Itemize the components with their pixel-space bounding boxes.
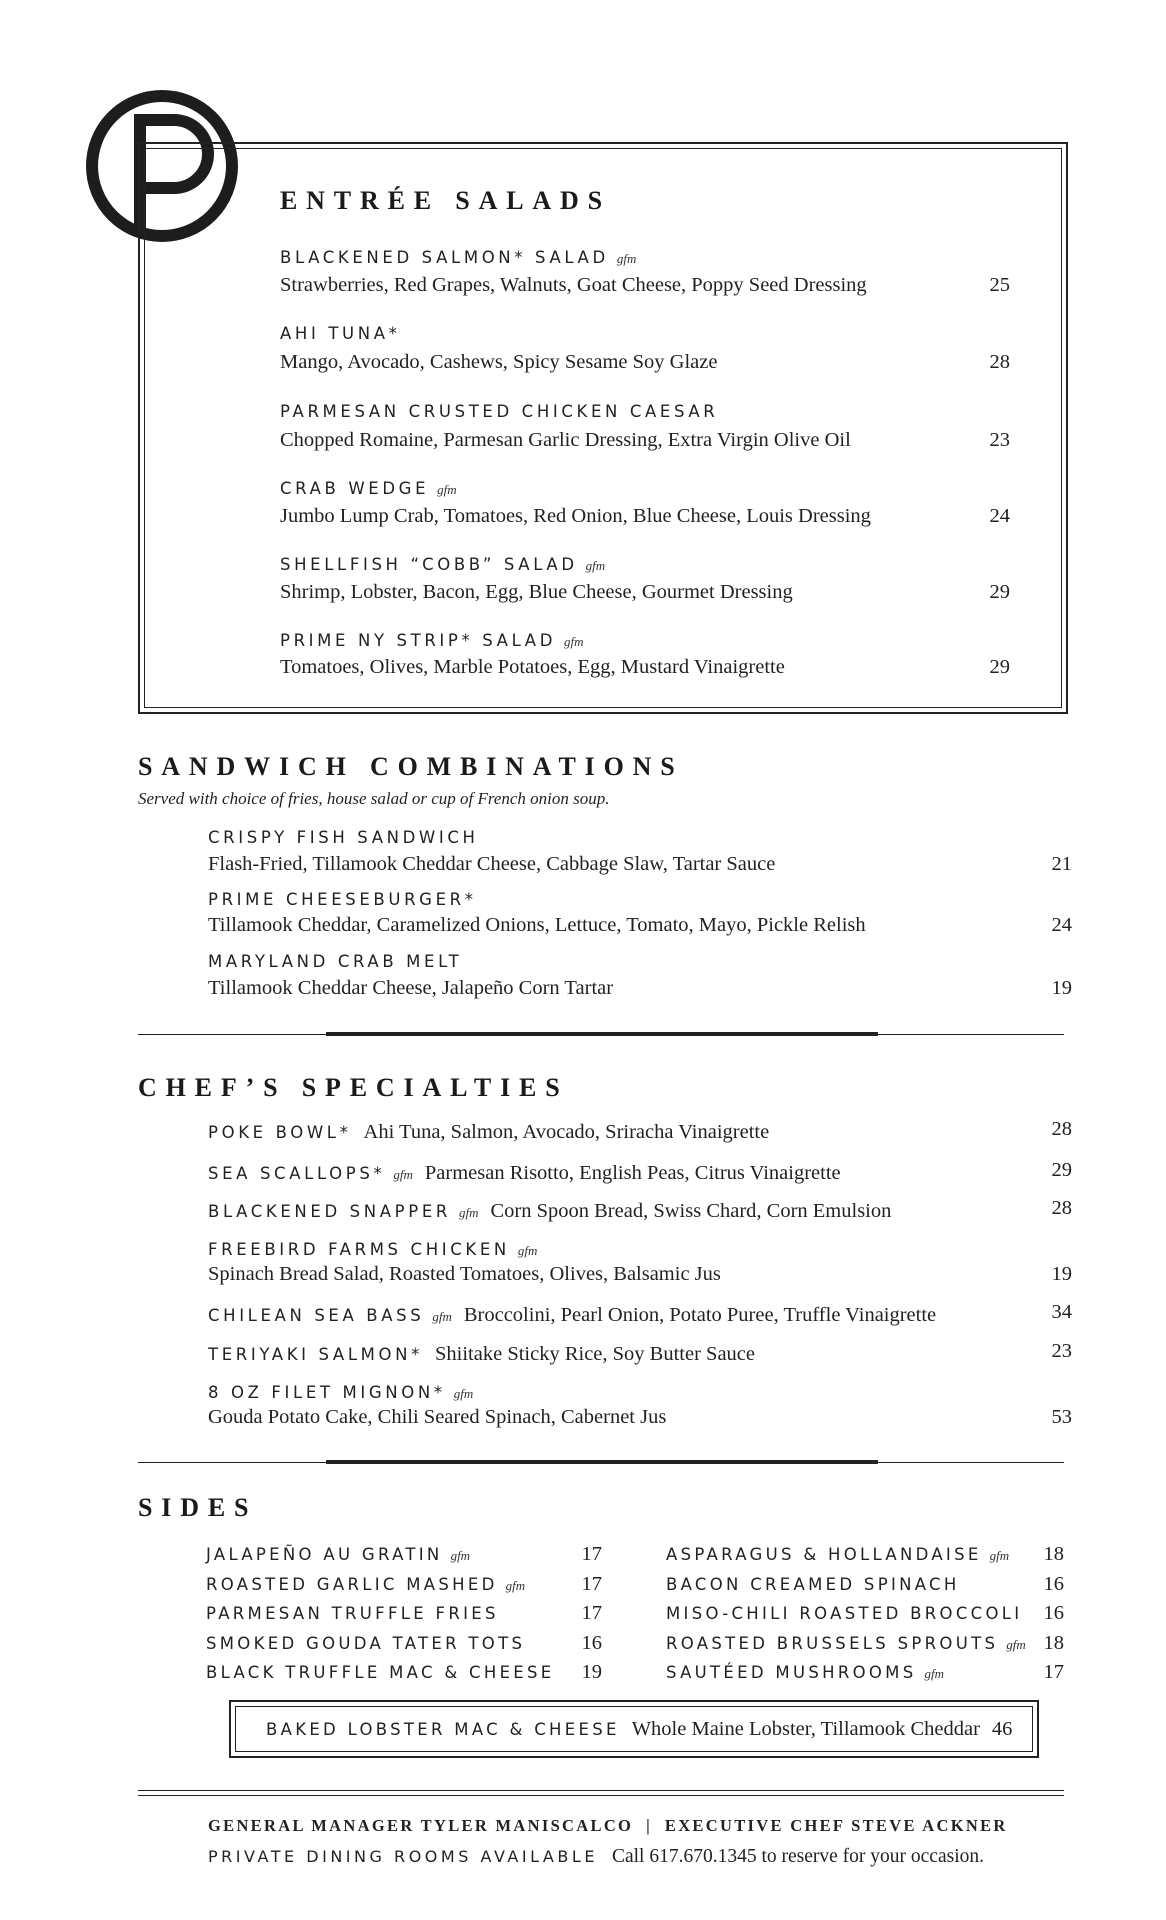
feature-price: 46 (991, 1718, 1013, 1740)
item-name: SEA SCALLOPS* (208, 1164, 386, 1183)
side-name: JALAPEÑO AU GRATIN (206, 1545, 443, 1564)
entree-salads-title: ENTRÉE SALADS (280, 186, 611, 215)
item-price: 28 (1051, 1118, 1072, 1140)
item-price: 29 (1051, 1159, 1072, 1181)
side-name: ASPARAGUS & HOLLANDAISE (666, 1545, 982, 1564)
side-name: MISO-CHILI ROASTED BROCCOLI (666, 1604, 1023, 1623)
item-price: 28 (1051, 1197, 1072, 1219)
side-price: 19 (581, 1661, 602, 1683)
item-description: Shiitake Sticky Rice, Soy Butter Sauce (435, 1343, 755, 1365)
item-description: Tillamook Cheddar Cheese, Jalapeño Corn Tartar (208, 977, 614, 999)
item-description: Flash-Fried, Tillamook Cheddar Cheese, Cabbage Slaw, Tartar Sauce (208, 853, 776, 875)
side-price: 17 (1043, 1661, 1064, 1683)
item-name: SHELLFISH “COBB” SALAD (280, 555, 578, 574)
chefs-specialties-title: CHEF’S SPECIALTIES (138, 1073, 569, 1102)
item-price: 29 (989, 581, 1010, 603)
gfm-mark: gfm (616, 251, 637, 266)
item-price: 25 (989, 274, 1010, 296)
side-price: 18 (1043, 1632, 1064, 1654)
item-name: AHI TUNA* (280, 324, 401, 343)
side-name: BLACK TRUFFLE MAC & CHEESE (206, 1663, 555, 1682)
item-name: FREEBIRD FARMS CHICKEN (208, 1240, 510, 1259)
feature-name: BAKED LOBSTER MAC & CHEESE (266, 1720, 620, 1739)
item-name: 8 OZ FILET MIGNON* (208, 1383, 446, 1402)
section-divider-bold (326, 1032, 878, 1036)
item-description: Gouda Potato Cake, Chili Seared Spinach, Cabernet Jus (208, 1406, 667, 1428)
item-description: Ahi Tuna, Salmon, Avocado, Sriracha Vinaigrette (363, 1121, 770, 1143)
gfm-mark: gfm (393, 1167, 413, 1182)
item-description: Strawberries, Red Grapes, Walnuts, Goat Cheese, Poppy Seed Dressing (280, 274, 867, 296)
item-description: Parmesan Risotto, English Peas, Citrus Vinaigrette (424, 1162, 841, 1184)
private-dining-label: PRIVATE DINING ROOMS AVAILABLE (208, 1847, 598, 1866)
item-name: CRISPY FISH SANDWICH (208, 828, 479, 847)
item-name: CHILEAN SEA BASS (208, 1306, 425, 1325)
item-name: BLACKENED SALMON* SALAD (280, 248, 609, 267)
side-price: 16 (1043, 1573, 1064, 1595)
reservation-phone: Call 617.670.1345 to reserve for your occasion. (611, 1846, 984, 1867)
item-description: Chopped Romaine, Parmesan Garlic Dressing, Extra Virgin Olive Oil (280, 429, 851, 451)
item-price: 21 (1051, 853, 1072, 875)
side-price: 17 (581, 1543, 602, 1565)
item-name: MARYLAND CRAB MELT (208, 952, 463, 971)
item-name: BLACKENED SNAPPER (208, 1202, 451, 1221)
item-name: PRIME NY STRIP* SALAD (280, 631, 557, 650)
side-price: 17 (581, 1573, 602, 1595)
item-description: Tillamook Cheddar, Caramelized Onions, Lettuce, Tomato, Mayo, Pickle Relish (208, 914, 866, 936)
footer-private-dining (208, 1846, 984, 1868)
gfm-mark: gfm (458, 1205, 479, 1220)
side-name: PARMESAN TRUFFLE FRIES (206, 1604, 499, 1623)
gfm-mark: gfm (924, 1666, 944, 1681)
item-description: Mango, Avocado, Cashews, Spicy Sesame Soy Glaze (280, 351, 718, 373)
side-name: SAUTÉED MUSHROOMS (666, 1663, 917, 1682)
item-price: 19 (1051, 1263, 1072, 1285)
side-name: ROASTED GARLIC MASHED (206, 1575, 498, 1594)
footer-divider (138, 1790, 1064, 1791)
item-description: Shrimp, Lobster, Bacon, Egg, Blue Cheese, Gourmet Dressing (280, 581, 793, 603)
gfm-mark: gfm (517, 1243, 538, 1258)
side-price: 16 (1043, 1602, 1064, 1624)
gfm-mark: gfm (450, 1548, 471, 1563)
gfm-mark: gfm (437, 482, 457, 497)
side-price: 18 (1043, 1543, 1064, 1565)
item-description: Spinach Bread Salad, Roasted Tomatoes, Olives, Balsamic Jus (208, 1263, 721, 1285)
item-price: 24 (989, 505, 1010, 527)
section-divider-bold (326, 1460, 878, 1464)
gfm-mark: gfm (1006, 1637, 1026, 1652)
side-price: 17 (581, 1602, 602, 1624)
footer-divider (138, 1795, 1064, 1796)
gfm-mark: gfm (432, 1309, 452, 1324)
sandwich-combinations-title: SANDWICH COMBINATIONS (138, 752, 684, 781)
item-description: Broccolini, Pearl Onion, Potato Puree, Truffle Vinaigrette (463, 1304, 937, 1326)
item-price: 28 (989, 351, 1010, 373)
item-name: PARMESAN CRUSTED CHICKEN CAESAR (280, 402, 719, 421)
item-description: Corn Spoon Bread, Swiss Chard, Corn Emulsion (490, 1200, 892, 1222)
item-price: 53 (1051, 1406, 1072, 1428)
item-price: 23 (989, 429, 1010, 451)
gfm-mark: gfm (505, 1578, 526, 1593)
item-price: 19 (1051, 977, 1072, 999)
side-price: 16 (581, 1632, 602, 1654)
sandwich-note: Served with choice of fries, house salad or cup of French onion soup. (138, 789, 610, 808)
item-price: 34 (1051, 1301, 1072, 1323)
item-name: TERIYAKI SALMON* (208, 1345, 424, 1364)
item-description: Jumbo Lump Crab, Tomatoes, Red Onion, Blue Cheese, Louis Dressing (280, 505, 871, 527)
gfm-mark: gfm (453, 1386, 474, 1401)
item-price: 23 (1051, 1340, 1072, 1362)
side-name: ROASTED BRUSSELS SPROUTS (666, 1634, 999, 1653)
side-name: SMOKED GOUDA TATER TOTS (206, 1634, 526, 1653)
gfm-mark: gfm (564, 634, 584, 649)
item-name: PRIME CHEESEBURGER* (208, 890, 477, 909)
item-name: POKE BOWL* (208, 1123, 352, 1142)
item-description: Tomatoes, Olives, Marble Potatoes, Egg, Mustard Vinaigrette (280, 656, 785, 678)
feature-description: Whole Maine Lobster, Tillamook Cheddar (631, 1718, 980, 1740)
side-name: BACON CREAMED SPINACH (666, 1575, 960, 1594)
entree-frame-inner (144, 148, 1062, 708)
feature-item (266, 1718, 1012, 1741)
gfm-mark: gfm (585, 558, 606, 573)
sides-title: SIDES (138, 1493, 258, 1522)
item-price: 29 (989, 656, 1010, 678)
gfm-mark: gfm (989, 1548, 1010, 1563)
footer-staff: GENERAL MANAGER TYLER MANISCALCO | EXECUTIVE CHEF STEVE ACKNER (208, 1816, 1008, 1835)
item-price: 24 (1051, 914, 1072, 936)
item-name: CRAB WEDGE (280, 479, 430, 498)
